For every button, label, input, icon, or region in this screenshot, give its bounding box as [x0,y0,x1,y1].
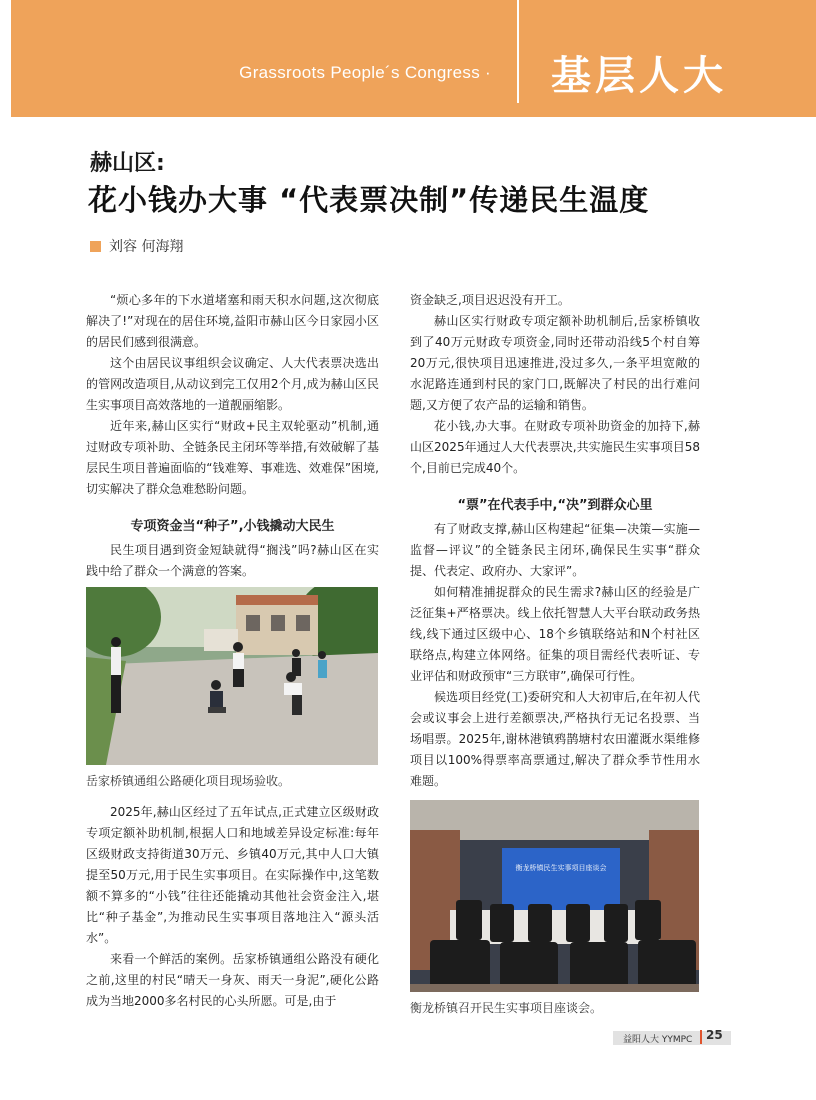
paragraph: 花小钱,办大事。在财政专项补助资金的加持下,赫山区2025年通过人大代表票决,共实施民生实事项目58个,目前已完成40个。 [410,419,700,475]
paragraph: 有了财政支撑,赫山区构建起“征集—决策—实施—监督—评议”的全链条民主闭环,确保民生实事“群众提、代表定、政府办、大家评”。 [410,522,700,578]
article-district: 赫山区: [90,151,165,176]
left-column [86,290,379,1012]
right-column [410,290,700,1029]
photo-caption: 衡龙桥镇召开民生实事项目座谈会。 [410,1001,603,1015]
section-banner [11,0,816,117]
meeting-photo [410,800,699,992]
footer-magazine: 益阳人大 YYMPC [613,1031,731,1045]
photo-caption: 岳家桥镇通组公路硬化项目现场验收。 [86,774,291,788]
screen-title: 衡龙桥镇民生实事项目座谈会 [515,864,607,872]
paragraph: 近年来,赫山区实行“财政+民主双轮驱动”机制,通过财政专项补助、全链条民主闭环等举措,有效破解了基层民生项目普遍面临的“钱难筹、事难选、效难保”困境,切实解决了群众急难愁盼问题。 [86,419,379,496]
page-number: 25 [706,1028,723,1042]
paragraph: 资金缺乏,项目迟迟没有开工。 [410,293,570,307]
article-authors [90,236,183,256]
subheading: “票”在代表手中,“决”到群众心里 [457,498,653,513]
road-inspection-photo [86,587,378,765]
paragraph: 来看一个鲜活的案例。岳家桥镇通组公路没有硬化之前,这里的村民“晴天一身灰、雨天一身泥”,硬化公路成为当地2000多名村民的心头所愿。可是,由于 [86,952,379,1008]
author-marker-icon [90,241,101,252]
section-title-cn: 基层人大 [551,53,727,99]
banner-divider [517,0,519,103]
paragraph: 2025年,赫山区经过了五年试点,正式建立区级财政专项定额补助机制,根据人口和地域差异设定标准:每年区级财政支持街道30万元、乡镇40万元,其中人口大镇提至50万元,用于民生实事项目。在实际操作中,这笔数额不算多的“小钱”往往还能撬动其他社会资金注入,堪比“种子基金”,为推动民生实事项目落地注入“源头活水”。 [86,805,379,945]
paragraph: “烦心多年的下水道堵塞和雨天积水问题,这次彻底解决了!”对现在的居住环境,益阳市赫山区今日家园小区的居民们感到很满意。 [86,293,379,349]
paragraph: 这个由居民议事组织会议确定、人大代表票决选出的管网改造项目,从动议到完工仅用2个月,成为赫山区民生实事项目高效落地的一道靓丽缩影。 [86,356,379,412]
paragraph: 候选项目经党(工)委研究和人大初审后,在年初人代会或议事会上进行差额票决,严格执行无记名投票、当场唱票。2025年,谢林港镇鸦鹊塘村农田灌溉水渠维修项目以100%得票率高票通过,解决了群众季节性用水难题。 [410,690,700,788]
paragraph: 民生项目遇到资金短缺就得“搁浅”吗?赫山区在实践中给了群众一个满意的答案。 [86,543,379,578]
section-title-en: Grassroots People´s Congress · [239,63,491,82]
paragraph: 赫山区实行财政专项定额补助机制后,岳家桥镇收到了40万元财政专项资金,同时还带动沿线5个村自筹20万元,很快项目迅速推进,没过多久,一条平坦宽敞的水泥路连通到村民的家门口,既解决了村民的出行难问题,又方便了农产品的运输和销售。 [410,314,700,412]
page-marker [700,1030,702,1044]
paragraph: 如何精准捕捉群众的民生需求?赫山区的经验是广泛征集+严格票决。线上依托智慧人大平台联动政务热线,线下通过区级中心、18个乡镇联络站和N个村社区联络点,构建立体网络。征集的项目需经代表听证、专业评估和财政预审“三方联审”,确保可行性。 [410,585,700,683]
subheading: 专项资金当“种子”,小钱撬动大民生 [130,519,335,534]
article-title: 花小钱办大事 “代表票决制”传递民生温度 [88,183,650,217]
author-names: 刘容 何海翔 [109,239,184,255]
